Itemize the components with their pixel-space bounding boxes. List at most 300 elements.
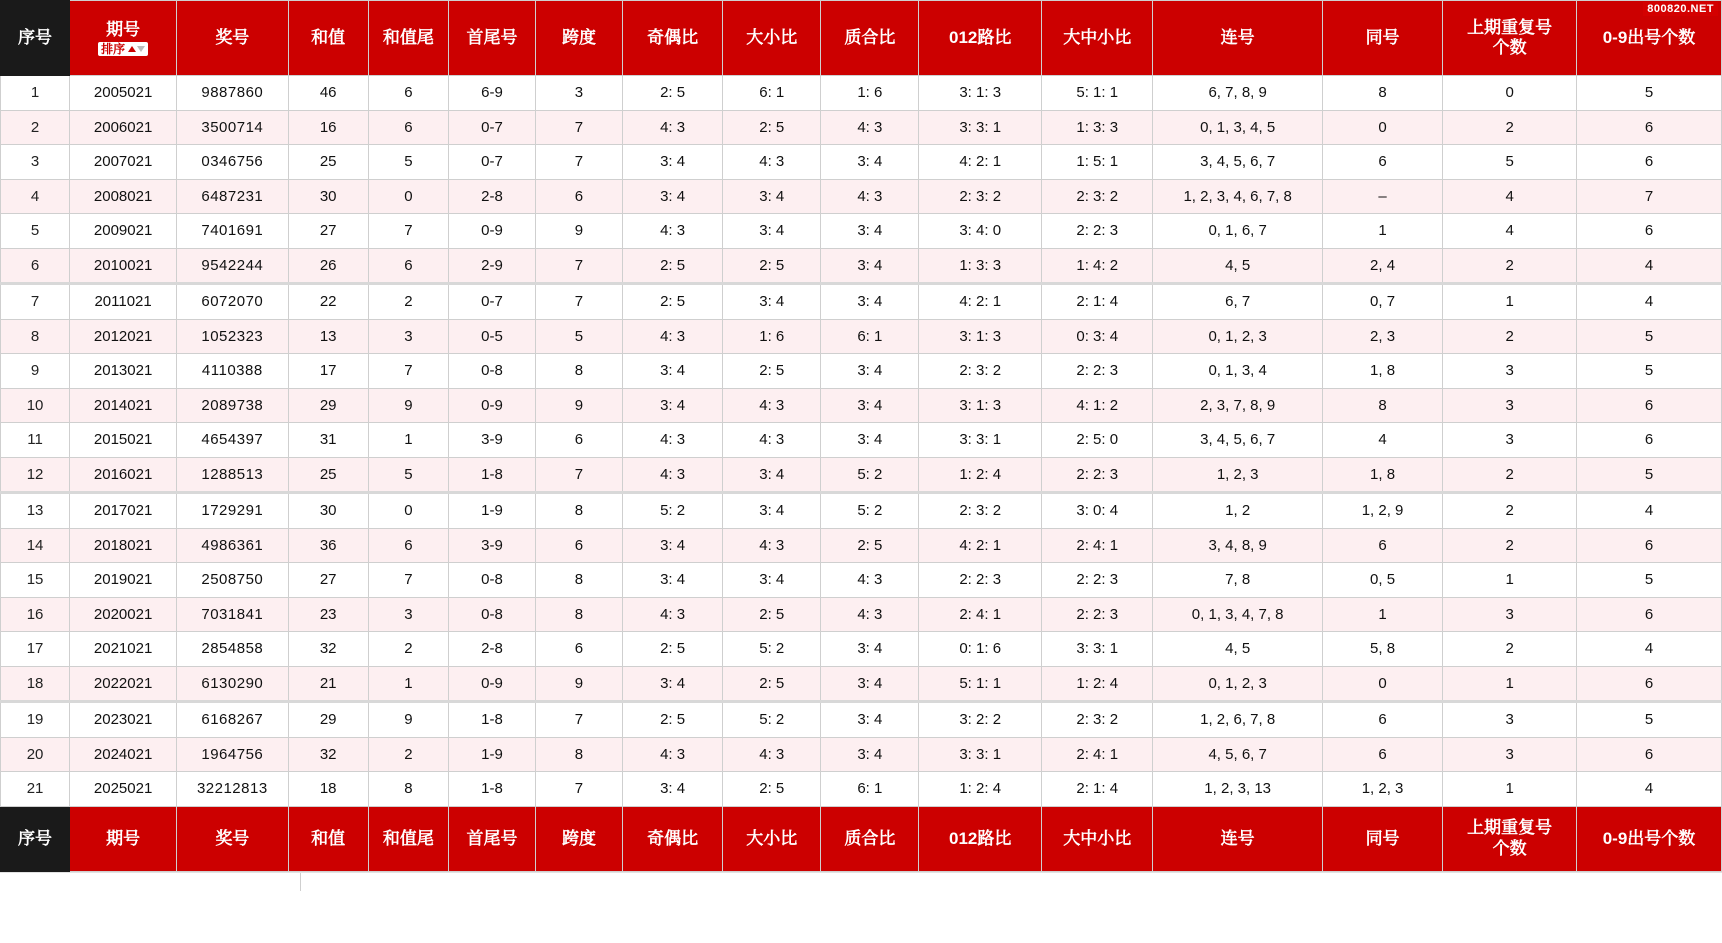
cell-bigsmall: 2: 5	[723, 772, 821, 807]
cell-bigmidsmall: 2: 2: 3	[1042, 214, 1153, 249]
cell-consecutive: 7, 8	[1153, 563, 1322, 598]
cell-span: 3	[535, 76, 622, 111]
header-repeat[interactable]	[1443, 1, 1577, 76]
cell-bigsmall: 4: 3	[723, 737, 821, 772]
footer-seq[interactable]: 序号	[1, 806, 70, 871]
cell-oddeven: 2: 5	[622, 284, 722, 320]
cell-consecutive: 1, 2, 3, 13	[1153, 772, 1322, 807]
cell-sum: 21	[288, 666, 368, 702]
cell-same: 6	[1322, 145, 1442, 180]
cell-primecomp: 3: 4	[821, 666, 919, 702]
cell-repeat: 2	[1443, 493, 1577, 529]
cell-repeat: 3	[1443, 737, 1577, 772]
cell-repeat: 2	[1443, 319, 1577, 354]
cell-period[interactable]: 2025021	[70, 772, 177, 807]
cell-period[interactable]: 2006021	[70, 110, 177, 145]
cell-primecomp: 3: 4	[821, 737, 919, 772]
cell-route012: 0: 1: 6	[919, 632, 1042, 667]
cell-same: 1, 8	[1322, 354, 1442, 389]
cell-repeat: 4	[1443, 179, 1577, 214]
cell-period[interactable]: 2020021	[70, 597, 177, 632]
cell-same: 6	[1322, 702, 1442, 738]
cell-span: 6	[535, 632, 622, 667]
cell-sumtail: 2	[368, 284, 448, 320]
cell-headtail: 3-9	[449, 423, 536, 458]
cell-bigmidsmall: 2: 3: 2	[1042, 702, 1153, 738]
cell-period[interactable]: 2017021	[70, 493, 177, 529]
cell-sumtail: 7	[368, 354, 448, 389]
cell-same: 0, 7	[1322, 284, 1442, 320]
cell-primecomp: 5: 2	[821, 457, 919, 493]
cell-same: 1	[1322, 214, 1442, 249]
cell-award: 6130290	[177, 666, 288, 702]
header-bigsmall[interactable]: 大小比	[723, 1, 821, 76]
cell-seq: 18	[1, 666, 70, 702]
cell-seq: 15	[1, 563, 70, 598]
cell-bigmidsmall: 0: 3: 4	[1042, 319, 1153, 354]
cell-period[interactable]: 2023021	[70, 702, 177, 738]
cell-headtail: 2-9	[449, 248, 536, 284]
cell-bigsmall: 3: 4	[723, 457, 821, 493]
cell-route012: 1: 2: 4	[919, 457, 1042, 493]
footer-repeat-line2: 个数	[1492, 838, 1527, 858]
cell-headtail: 1-9	[449, 737, 536, 772]
footer-route012[interactable]: 012路比	[919, 806, 1042, 871]
cell-bigmidsmall: 2: 5: 0	[1042, 423, 1153, 458]
cell-route012: 3: 3: 1	[919, 737, 1042, 772]
table-row[interactable]	[1, 145, 1722, 180]
cell-sumtail: 5	[368, 145, 448, 180]
cell-repeat: 2	[1443, 632, 1577, 667]
cell-headtail: 3-9	[449, 528, 536, 563]
sort-arrows-icon[interactable]	[128, 46, 145, 52]
cell-period[interactable]: 2014021	[70, 388, 177, 423]
cell-primecomp: 3: 4	[821, 388, 919, 423]
header-period[interactable]	[70, 1, 177, 76]
cell-sumtail: 3	[368, 319, 448, 354]
footer-headtail[interactable]: 首尾号	[449, 806, 536, 871]
cell-bigmidsmall: 2: 4: 1	[1042, 737, 1153, 772]
cell-sum: 29	[288, 388, 368, 423]
cell-period[interactable]: 2011021	[70, 284, 177, 320]
cell-appear: 4	[1577, 493, 1722, 529]
cell-repeat: 3	[1443, 702, 1577, 738]
cell-seq: 21	[1, 772, 70, 807]
cell-repeat: 2	[1443, 457, 1577, 493]
cell-span: 7	[535, 702, 622, 738]
header-repeat-line1: 上期重复号	[1467, 17, 1553, 37]
cell-bigsmall: 2: 5	[723, 666, 821, 702]
cell-primecomp: 5: 2	[821, 493, 919, 529]
cell-oddeven: 4: 3	[622, 319, 722, 354]
sort-descending-icon[interactable]	[137, 46, 145, 52]
cell-appear: 5	[1577, 457, 1722, 493]
cell-headtail: 2-8	[449, 632, 536, 667]
cell-sumtail: 1	[368, 666, 448, 702]
cell-appear: 6	[1577, 597, 1722, 632]
cell-span: 7	[535, 110, 622, 145]
cell-primecomp: 3: 4	[821, 145, 919, 180]
table-row[interactable]	[1, 284, 1722, 320]
cell-oddeven: 3: 4	[622, 145, 722, 180]
cell-primecomp: 4: 3	[821, 597, 919, 632]
footer-sumtail[interactable]: 和值尾	[368, 806, 448, 871]
cell-route012: 2: 4: 1	[919, 597, 1042, 632]
cell-repeat: 3	[1443, 423, 1577, 458]
cell-sum: 27	[288, 563, 368, 598]
cell-span: 5	[535, 319, 622, 354]
cell-route012: 3: 2: 2	[919, 702, 1042, 738]
cell-appear: 5	[1577, 563, 1722, 598]
header-same[interactable]: 同号	[1322, 1, 1442, 76]
footer-period[interactable]: 期号	[70, 806, 177, 871]
cell-sum: 27	[288, 214, 368, 249]
cell-consecutive: 6, 7	[1153, 284, 1322, 320]
cell-sumtail: 6	[368, 248, 448, 284]
cell-seq: 20	[1, 737, 70, 772]
cell-period[interactable]: 2013021	[70, 354, 177, 389]
cell-repeat: 1	[1443, 563, 1577, 598]
header-bigmidsmall[interactable]: 大中小比	[1042, 1, 1153, 76]
cell-seq: 4	[1, 179, 70, 214]
header-sum[interactable]: 和值	[288, 1, 368, 76]
table-row[interactable]	[1, 737, 1722, 772]
cell-bigsmall: 2: 5	[723, 354, 821, 389]
table-row[interactable]	[1, 702, 1722, 738]
table-row[interactable]	[1, 214, 1722, 249]
cell-route012: 3: 1: 3	[919, 388, 1042, 423]
cell-span: 8	[535, 737, 622, 772]
cell-award: 1964756	[177, 737, 288, 772]
cell-sum: 23	[288, 597, 368, 632]
cell-same: –	[1322, 179, 1442, 214]
cell-seq: 7	[1, 284, 70, 320]
cell-bigmidsmall: 3: 0: 4	[1042, 493, 1153, 529]
cell-oddeven: 3: 4	[622, 354, 722, 389]
footer-oddeven[interactable]: 奇偶比	[622, 806, 722, 871]
cell-bigmidsmall: 2: 4: 1	[1042, 528, 1153, 563]
header-headtail[interactable]: 首尾号	[449, 1, 536, 76]
sort-badge[interactable]	[98, 42, 148, 56]
footer-same[interactable]: 同号	[1322, 806, 1442, 871]
cell-span: 8	[535, 493, 622, 529]
cell-bigsmall: 4: 3	[723, 528, 821, 563]
cell-bigmidsmall: 2: 2: 3	[1042, 354, 1153, 389]
header-seq[interactable]: 序号	[1, 1, 70, 76]
cell-seq: 16	[1, 597, 70, 632]
header-repeat-line2: 个数	[1492, 38, 1527, 57]
cell-same: 1, 2, 3	[1322, 772, 1442, 807]
cell-appear: 6	[1577, 145, 1722, 180]
cell-primecomp: 4: 3	[821, 179, 919, 214]
cell-route012: 2: 3: 2	[919, 354, 1042, 389]
cell-oddeven: 4: 3	[622, 214, 722, 249]
cell-period[interactable]: 2016021	[70, 457, 177, 493]
cell-route012: 2: 3: 2	[919, 179, 1042, 214]
cell-headtail: 0-8	[449, 354, 536, 389]
cell-sumtail: 2	[368, 737, 448, 772]
cell-primecomp: 6: 1	[821, 772, 919, 807]
cell-period[interactable]: 2005021	[70, 76, 177, 111]
cell-route012: 3: 1: 3	[919, 319, 1042, 354]
cell-oddeven: 4: 3	[622, 737, 722, 772]
cell-oddeven: 3: 4	[622, 179, 722, 214]
cell-consecutive: 3, 4, 8, 9	[1153, 528, 1322, 563]
cell-sumtail: 5	[368, 457, 448, 493]
cell-span: 6	[535, 423, 622, 458]
cell-primecomp: 3: 4	[821, 354, 919, 389]
cell-repeat: 1	[1443, 772, 1577, 807]
cell-span: 7	[535, 772, 622, 807]
cell-route012: 4: 2: 1	[919, 145, 1042, 180]
cell-same: 1	[1322, 597, 1442, 632]
table-row[interactable]	[1, 76, 1722, 111]
cell-bigmidsmall: 2: 3: 2	[1042, 179, 1153, 214]
cell-award: 32212813	[177, 772, 288, 807]
cell-bigsmall: 2: 5	[723, 248, 821, 284]
cell-sum: 18	[288, 772, 368, 807]
cell-consecutive: 4, 5, 6, 7	[1153, 737, 1322, 772]
cell-oddeven: 4: 3	[622, 423, 722, 458]
cell-award: 4110388	[177, 354, 288, 389]
table-row[interactable]	[1, 528, 1722, 563]
footer-appear[interactable]: 0-9出号个数	[1577, 806, 1722, 871]
cell-oddeven: 3: 4	[622, 772, 722, 807]
cell-period[interactable]: 2022021	[70, 666, 177, 702]
cell-seq: 11	[1, 423, 70, 458]
header-route012[interactable]: 012路比	[919, 1, 1042, 76]
cell-route012: 3: 1: 3	[919, 76, 1042, 111]
cell-span: 8	[535, 563, 622, 598]
cell-seq: 13	[1, 493, 70, 529]
cell-sumtail: 7	[368, 214, 448, 249]
header-row	[1, 1, 1722, 76]
cell-same: 1, 8	[1322, 457, 1442, 493]
cell-route012: 1: 3: 3	[919, 248, 1042, 284]
table-row[interactable]	[1, 388, 1722, 423]
cell-consecutive: 1, 2, 3, 4, 6, 7, 8	[1153, 179, 1322, 214]
cell-repeat: 2	[1443, 528, 1577, 563]
cell-same: 2, 4	[1322, 248, 1442, 284]
cell-sumtail: 0	[368, 493, 448, 529]
cell-appear: 6	[1577, 388, 1722, 423]
cell-span: 7	[535, 457, 622, 493]
cell-award: 1729291	[177, 493, 288, 529]
cell-route012: 4: 2: 1	[919, 528, 1042, 563]
cell-seq: 6	[1, 248, 70, 284]
cell-period[interactable]: 2015021	[70, 423, 177, 458]
footer-sum[interactable]: 和值	[288, 806, 368, 871]
cell-award: 9542244	[177, 248, 288, 284]
cell-headtail: 0-7	[449, 110, 536, 145]
footer-row	[1, 806, 1722, 871]
cell-headtail: 0-9	[449, 388, 536, 423]
cell-sum: 29	[288, 702, 368, 738]
cell-bigsmall: 3: 4	[723, 179, 821, 214]
cell-route012: 3: 4: 0	[919, 214, 1042, 249]
cell-award: 7401691	[177, 214, 288, 249]
table-row[interactable]	[1, 666, 1722, 702]
table-row[interactable]	[1, 597, 1722, 632]
table-row[interactable]	[1, 179, 1722, 214]
cell-span: 6	[535, 528, 622, 563]
cell-headtail: 6-9	[449, 76, 536, 111]
cell-oddeven: 2: 5	[622, 76, 722, 111]
cell-headtail: 0-8	[449, 563, 536, 598]
header-consecutive[interactable]: 连号	[1153, 1, 1322, 76]
cell-oddeven: 4: 3	[622, 110, 722, 145]
sort-ascending-icon[interactable]	[128, 46, 136, 52]
sort-badge-label: 排序	[101, 41, 126, 56]
cell-sumtail: 9	[368, 388, 448, 423]
cell-same: 0, 5	[1322, 563, 1442, 598]
cell-sum: 30	[288, 179, 368, 214]
cell-headtail: 1-8	[449, 772, 536, 807]
table-row[interactable]	[1, 319, 1722, 354]
cell-bigsmall: 2: 5	[723, 597, 821, 632]
table-row[interactable]	[1, 563, 1722, 598]
cell-award: 4986361	[177, 528, 288, 563]
cell-period[interactable]: 2024021	[70, 737, 177, 772]
column-divider-nub	[300, 873, 301, 891]
cell-same: 1, 2, 9	[1322, 493, 1442, 529]
header-span[interactable]: 跨度	[535, 1, 622, 76]
cell-period[interactable]: 2012021	[70, 319, 177, 354]
cell-span: 9	[535, 666, 622, 702]
table-row[interactable]	[1, 772, 1722, 807]
cell-same: 0	[1322, 666, 1442, 702]
footer-bigsmall[interactable]: 大小比	[723, 806, 821, 871]
cell-same: 6	[1322, 528, 1442, 563]
cell-route012: 2: 2: 3	[919, 563, 1042, 598]
cell-period[interactable]: 2007021	[70, 145, 177, 180]
cell-consecutive: 3, 4, 5, 6, 7	[1153, 423, 1322, 458]
cell-period[interactable]: 2010021	[70, 248, 177, 284]
cell-bigsmall: 4: 3	[723, 145, 821, 180]
cell-award: 4654397	[177, 423, 288, 458]
cell-same: 5, 8	[1322, 632, 1442, 667]
cell-consecutive: 4, 5	[1153, 248, 1322, 284]
cell-sum: 31	[288, 423, 368, 458]
cell-primecomp: 6: 1	[821, 319, 919, 354]
cell-award: 2508750	[177, 563, 288, 598]
cell-sum: 30	[288, 493, 368, 529]
cell-award: 6168267	[177, 702, 288, 738]
cell-sum: 36	[288, 528, 368, 563]
cell-sum: 17	[288, 354, 368, 389]
cell-period[interactable]: 2019021	[70, 563, 177, 598]
cell-span: 8	[535, 354, 622, 389]
cell-headtail: 0-9	[449, 666, 536, 702]
footer-repeat[interactable]	[1443, 806, 1577, 871]
footer-primecomp[interactable]: 质合比	[821, 806, 919, 871]
cell-bigsmall: 3: 4	[723, 214, 821, 249]
cell-same: 6	[1322, 737, 1442, 772]
footer-bigmidsmall[interactable]: 大中小比	[1042, 806, 1153, 871]
cell-bigmidsmall: 2: 2: 3	[1042, 563, 1153, 598]
cell-award: 1052323	[177, 319, 288, 354]
cell-route012: 4: 2: 1	[919, 284, 1042, 320]
cell-span: 8	[535, 597, 622, 632]
cell-oddeven: 2: 5	[622, 248, 722, 284]
header-appear[interactable]: 0-9出号个数	[1577, 1, 1722, 76]
table-footer	[1, 806, 1722, 871]
footer-consecutive[interactable]: 连号	[1153, 806, 1322, 871]
header-period-label: 期号	[106, 20, 141, 40]
header-primecomp[interactable]: 质合比	[821, 1, 919, 76]
cell-bigmidsmall: 1: 3: 3	[1042, 110, 1153, 145]
cell-consecutive: 6, 7, 8, 9	[1153, 76, 1322, 111]
table-body	[1, 76, 1722, 807]
cell-appear: 5	[1577, 702, 1722, 738]
header-sumtail[interactable]: 和值尾	[368, 1, 448, 76]
cell-bigsmall: 3: 4	[723, 493, 821, 529]
table-row[interactable]	[1, 248, 1722, 284]
cell-sum: 32	[288, 632, 368, 667]
cell-consecutive: 0, 1, 6, 7	[1153, 214, 1322, 249]
cell-repeat: 1	[1443, 666, 1577, 702]
cell-appear: 5	[1577, 76, 1722, 111]
table-row[interactable]	[1, 423, 1722, 458]
footer-span[interactable]: 跨度	[535, 806, 622, 871]
cell-appear: 4	[1577, 248, 1722, 284]
cell-headtail: 0-7	[449, 284, 536, 320]
cell-span: 6	[535, 179, 622, 214]
cell-sum: 32	[288, 737, 368, 772]
cell-bigsmall: 4: 3	[723, 423, 821, 458]
cell-period[interactable]: 2021021	[70, 632, 177, 667]
cell-sumtail: 2	[368, 632, 448, 667]
cell-repeat: 0	[1443, 76, 1577, 111]
cell-primecomp: 3: 4	[821, 248, 919, 284]
cell-oddeven: 3: 4	[622, 563, 722, 598]
header-oddeven[interactable]: 奇偶比	[622, 1, 722, 76]
cell-oddeven: 3: 4	[622, 528, 722, 563]
table-row[interactable]	[1, 632, 1722, 667]
cell-period[interactable]: 2018021	[70, 528, 177, 563]
cell-bigsmall: 3: 4	[723, 284, 821, 320]
cell-oddeven: 2: 5	[622, 632, 722, 667]
header-award[interactable]: 奖号	[177, 1, 288, 76]
cell-same: 2, 3	[1322, 319, 1442, 354]
table-row[interactable]	[1, 354, 1722, 389]
cell-repeat: 3	[1443, 388, 1577, 423]
cell-period[interactable]: 2009021	[70, 214, 177, 249]
cell-repeat: 2	[1443, 110, 1577, 145]
footer-award[interactable]: 奖号	[177, 806, 288, 871]
cell-award: 2089738	[177, 388, 288, 423]
cell-bigmidsmall: 1: 2: 4	[1042, 666, 1153, 702]
cell-consecutive: 0, 1, 3, 4, 7, 8	[1153, 597, 1322, 632]
cell-appear: 5	[1577, 354, 1722, 389]
table-row[interactable]	[1, 110, 1722, 145]
cell-appear: 6	[1577, 528, 1722, 563]
cell-award: 1288513	[177, 457, 288, 493]
cell-period[interactable]: 2008021	[70, 179, 177, 214]
cell-primecomp: 3: 4	[821, 214, 919, 249]
cell-seq: 3	[1, 145, 70, 180]
cell-sum: 16	[288, 110, 368, 145]
cell-bigmidsmall: 1: 5: 1	[1042, 145, 1153, 180]
table-header	[1, 1, 1722, 76]
cell-repeat: 3	[1443, 354, 1577, 389]
cell-span: 7	[535, 248, 622, 284]
cell-span: 9	[535, 214, 622, 249]
cell-primecomp: 3: 4	[821, 702, 919, 738]
table-row[interactable]	[1, 493, 1722, 529]
table-row[interactable]	[1, 457, 1722, 493]
cell-award: 6487231	[177, 179, 288, 214]
